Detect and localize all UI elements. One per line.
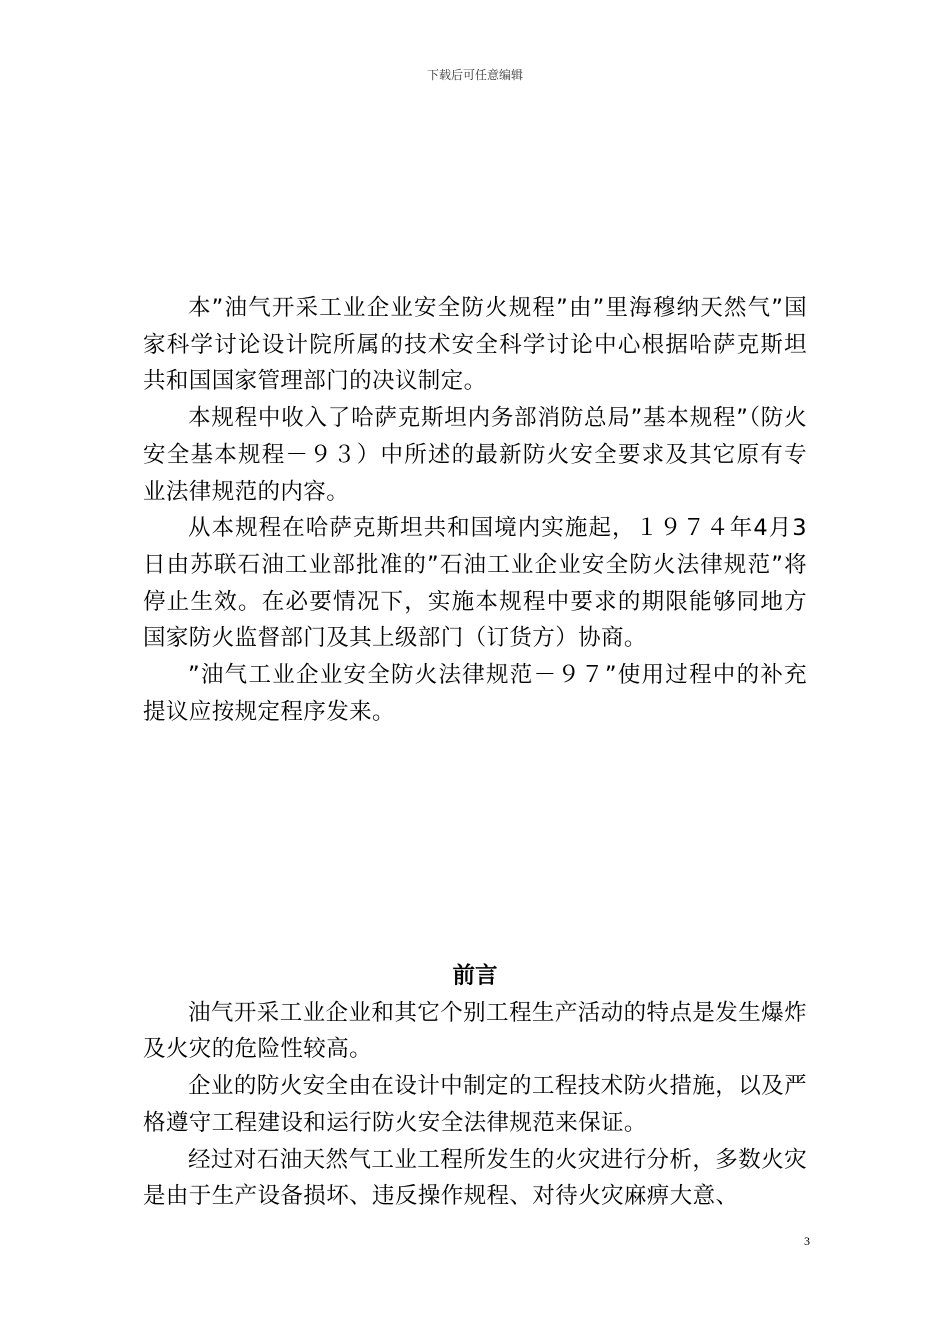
paragraph: 本”油气开采工业企业安全防火规程”由”里海穆纳天然气”国家科学讨论设计院所属的技术安全科学讨论中心根据哈萨克斯坦共和国国家管理部门的决议制定。 (143, 295, 807, 395)
paragraph: 油气开采工业企业和其它个别工程生产活动的特点是发生爆炸及火灾的危险性较高。 (143, 999, 807, 1063)
paragraph: 从本规程在哈萨克斯坦共和国境内实施起，１９７４年4月3日由苏联石油工业部批准的”石油工业企业安全防火法律规范”将停止生效。在必要情况下，实施本规程中要求的期限能够同地方国家防火监督部门及其上级部门（订货方）协商。 (143, 515, 807, 652)
header-note: 下载后可任意编辑 (426, 68, 523, 82)
paragraph: 本规程中收入了哈萨克斯坦内务部消防总局”基本规程”（防火安全基本规程－９３）中所述的最新防火安全要求及其它原有专业法律规范的内容。 (143, 405, 807, 505)
page-number: 3 (804, 1234, 810, 1248)
section-title: 前言 (452, 963, 498, 989)
paragraph: ”油气工业企业安全防火法律规范－９７”使用过程中的补充提议应按规定程序发来。 (143, 662, 807, 725)
paragraph: 企业的防火安全由在设计中制定的工程技术防火措施，以及严格遵守工程建设和运行防火安全法律规范来保证。 (143, 1073, 807, 1136)
foreword-section (143, 958, 807, 1215)
paragraph: 经过对石油天然气工业工程所发生的火灾进行分析，多数火灾是由于生产设备损坏、违反操作规程、对待火灾麻痹大意、 (143, 1146, 807, 1210)
preface-text-block (143, 290, 807, 730)
